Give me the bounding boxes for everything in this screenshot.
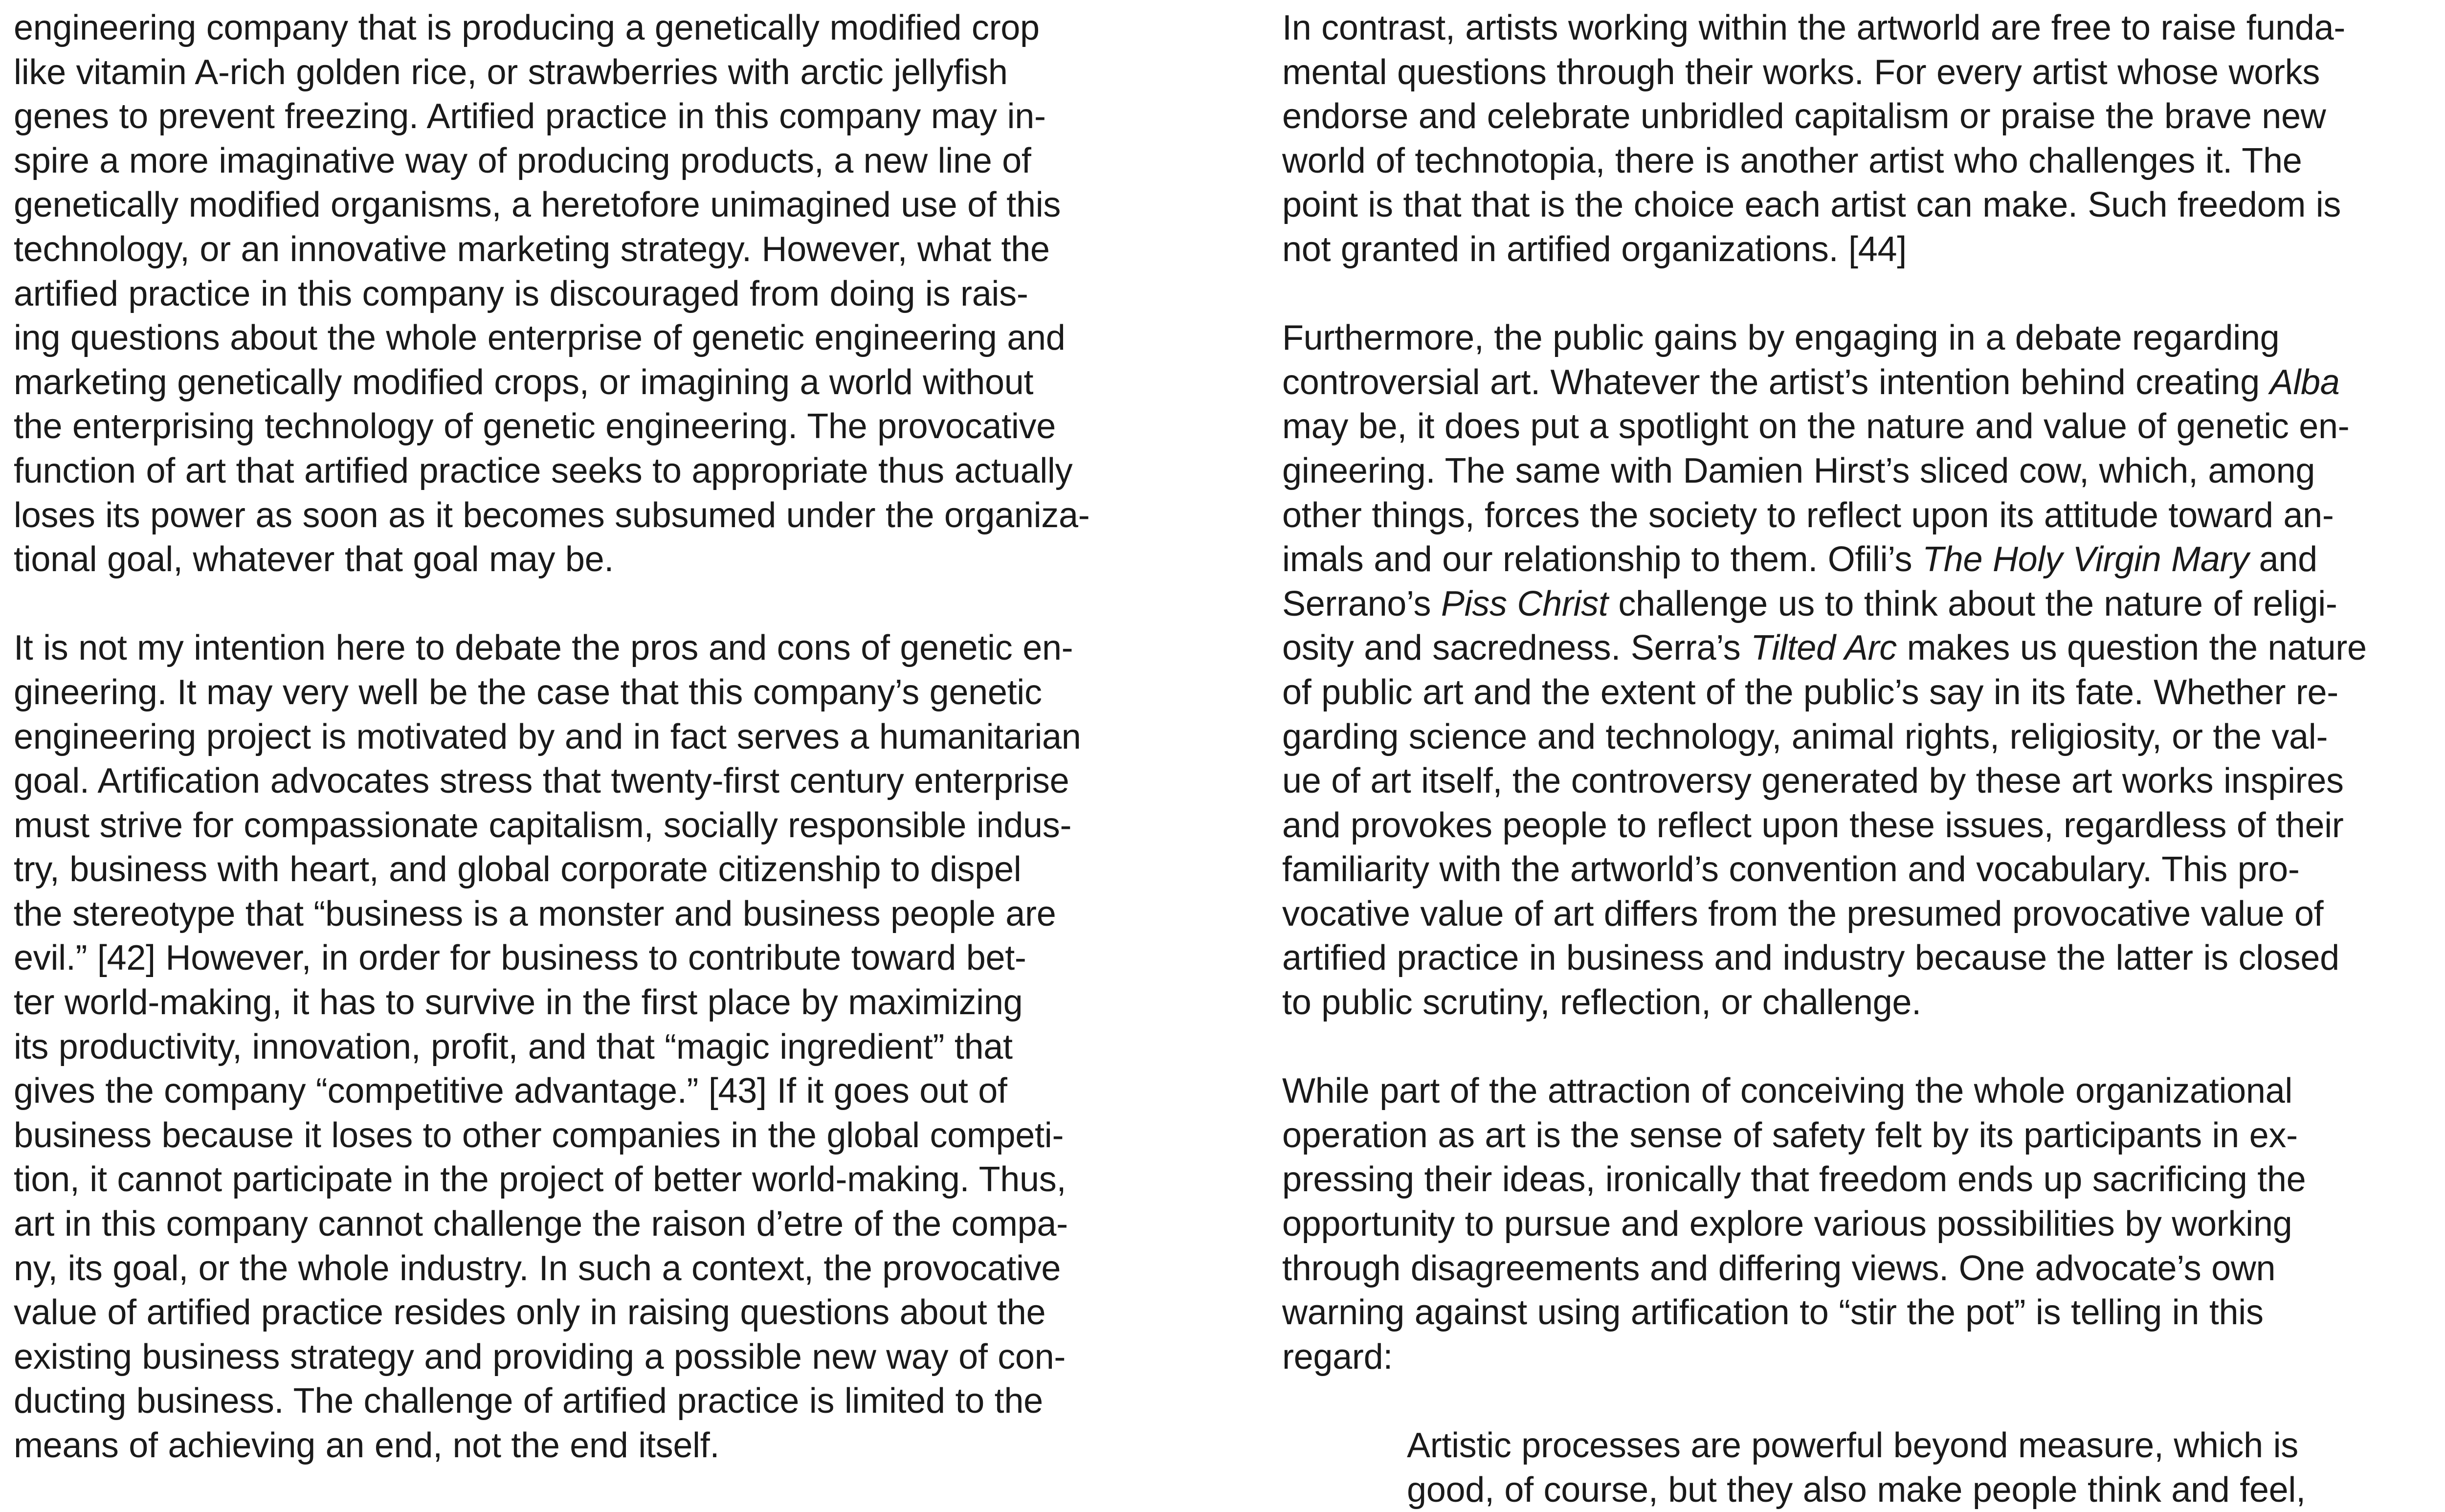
artwork-title-piss-christ: Piss Christ (1441, 584, 1608, 623)
text-line: to public scrutiny, reflection, or challenge. (1282, 983, 1921, 1023)
text-line (1282, 360, 2445, 405)
text-line: endorse and celebrate unbridled capitalism or praise the brave new (1282, 97, 2326, 136)
text-line: ny, its goal, or the whole industry. In such a context, the provocative (14, 1248, 1061, 1288)
text-line: It is not my intention here to debate the pros and cons of genetic en- (14, 628, 1073, 668)
text-line: gineering. It may very well be the case that this company’s genetic (14, 672, 1042, 712)
left-column (14, 6, 1246, 1512)
text-line: ue of art itself, the controversy generated by these art works inspires (1282, 761, 2344, 801)
text-line: genes to prevent freezing. Artified practice in this company may in- (14, 97, 1046, 136)
right-column (1282, 6, 2445, 1512)
text-run: imals and our relationship to them. Ofili’s (1282, 540, 1923, 579)
text-run: and (2248, 540, 2317, 579)
text-line: loses its power as soon as it becomes subsumed under the organiza- (14, 495, 1090, 535)
text-line: means of achieving an end, not the end itself. (14, 1426, 720, 1465)
text-line: try, business with heart, and global corporate citizenship to dispel (14, 850, 1022, 889)
text-line: world of technotopia, there is another artist who challenges it. The (1282, 141, 2302, 180)
text-line: engineering project is motivated by and in fact serves a humanitarian (14, 717, 1081, 756)
text-line: genetically modified organisms, a heretofore unimagined use of this (14, 185, 1061, 225)
text-line: While part of the attraction of conceiving the whole organizational (1282, 1071, 2293, 1111)
paragraph-artists-freedom (1282, 6, 2445, 272)
text-line: mental questions through their works. For every artist whose works (1282, 52, 2320, 92)
text-line: vocative value of art differs from the presumed provocative value of (1282, 894, 2324, 934)
paragraph-genetic-engineering-company (14, 6, 1246, 582)
text-line: marketing genetically modified crops, or imagining a world without (14, 362, 1034, 402)
text-run: osity and sacredness. Serra’s (1282, 628, 1751, 668)
text-line: of public art and the extent of the public’s say in its fate. Whether re- (1282, 672, 2338, 712)
text-line: other things, forces the society to reflect upon its attitude toward an- (1282, 495, 2334, 535)
text-line: In contrast, artists working within the artworld are free to raise funda- (1282, 8, 2346, 47)
text-line: value of artified practice resides only in raising questions about the (14, 1293, 1046, 1333)
text-line: evil.” [42] However, in order for business to contribute toward bet- (14, 938, 1026, 978)
text-line: regard: (1282, 1337, 1393, 1377)
text-line (1282, 537, 2445, 582)
text-line: art in this company cannot challenge the raison d’etre of the compa- (14, 1204, 1068, 1244)
text-line: gineering. The same with Damien Hirst’s sliced cow, which, among (1282, 451, 2315, 490)
text-line: Artistic processes are powerful beyond measure, which is (1407, 1426, 2299, 1465)
text-line (1282, 626, 2445, 670)
text-line: must strive for compassionate capitalism, socially responsible indus- (14, 805, 1072, 845)
text-line: through disagreements and differing views. One advocate’s own (1282, 1248, 2276, 1288)
paragraph-pros-and-cons (14, 626, 1246, 1468)
text-line: familiarity with the artworld’s convention and vocabulary. This pro- (1282, 850, 2300, 889)
text-line: artified practice in this company is discouraged from doing is rais- (14, 274, 1028, 313)
text-line: ing questions about the whole enterprise of genetic engineering and (14, 318, 1066, 358)
artwork-title-alba: Alba (2269, 362, 2340, 402)
text-line: and provokes people to reflect upon these issues, regardless of their (1282, 805, 2344, 845)
text-line (1282, 582, 2445, 626)
artwork-title-tilted-arc: Tilted Arc (1751, 628, 1897, 668)
text-line: ter world-making, it has to survive in the first place by maximizing (14, 983, 1023, 1023)
text-line: the enterprising technology of genetic engineering. The provocative (14, 407, 1056, 446)
text-line: warning against using artification to “stir the pot” is telling in this (1282, 1293, 2264, 1333)
text-line: gives the company “competitive advantage.” [43] If it goes out of (14, 1071, 1007, 1111)
text-run: Serrano’s (1282, 584, 1441, 623)
text-run: controversial art. Whatever the artist’s intention behind creating (1282, 362, 2270, 402)
text-line: opportunity to pursue and explore various possibilities by working (1282, 1204, 2292, 1244)
artwork-title-holy-virgin-mary: The Holy Virgin Mary (1922, 540, 2249, 579)
text-run: challenge us to think about the nature of religi- (1608, 584, 2337, 623)
text-run: makes us question the nature (1896, 628, 2367, 668)
text-line: tion, it cannot participate in the project of better world-making. Thus, (14, 1160, 1067, 1200)
text-line: operation as art is the sense of safety felt by its participants in ex- (1282, 1115, 2298, 1155)
text-line: good, of course, but they also make people think and feel, (1407, 1470, 2306, 1510)
text-line: spire a more imaginative way of producing products, a new line of (14, 141, 1031, 180)
text-line: the stereotype that “business is a monster and business people are (14, 894, 1056, 934)
text-line: like vitamin A-rich golden rice, or strawberries with arctic jellyfish (14, 52, 1008, 92)
text-line: tional goal, whatever that goal may be. (14, 540, 614, 579)
text-line: existing business strategy and providing a possible new way of con- (14, 1337, 1066, 1377)
text-line: artified practice in business and industry because the latter is closed (1282, 938, 2339, 978)
text-line: garding science and technology, animal rights, religiosity, or the val- (1282, 717, 2328, 756)
text-line: not granted in artified organizations. [44] (1282, 229, 1907, 269)
text-line: business because it loses to other companies in the global competi- (14, 1115, 1064, 1155)
text-line: function of art that artified practice seeks to appropriate thus actually (14, 451, 1073, 490)
paragraph-public-debate (1282, 316, 2445, 1025)
text-line: Furthermore, the public gains by engaging in a debate regarding (1282, 318, 2280, 358)
text-line: pressing their ideas, ironically that freedom ends up sacrificing the (1282, 1160, 2306, 1200)
text-line: ducting business. The challenge of artified practice is limited to the (14, 1381, 1043, 1421)
text-line: point is that that is the choice each artist can make. Such freedom is (1282, 185, 2341, 225)
text-line: may be, it does put a spotlight on the nature and value of genetic en- (1282, 407, 2350, 446)
paragraph-sense-of-safety (1282, 1069, 2445, 1379)
block-quote (1282, 1423, 2445, 1512)
text-line: its productivity, innovation, profit, and that “magic ingredient” that (14, 1027, 1013, 1067)
text-line: goal. Artification advocates stress that twenty-first century enterprise (14, 761, 1069, 801)
text-line: technology, or an innovative marketing strategy. However, what the (14, 229, 1050, 269)
text-line: engineering company that is producing a genetically modified crop (14, 8, 1040, 47)
